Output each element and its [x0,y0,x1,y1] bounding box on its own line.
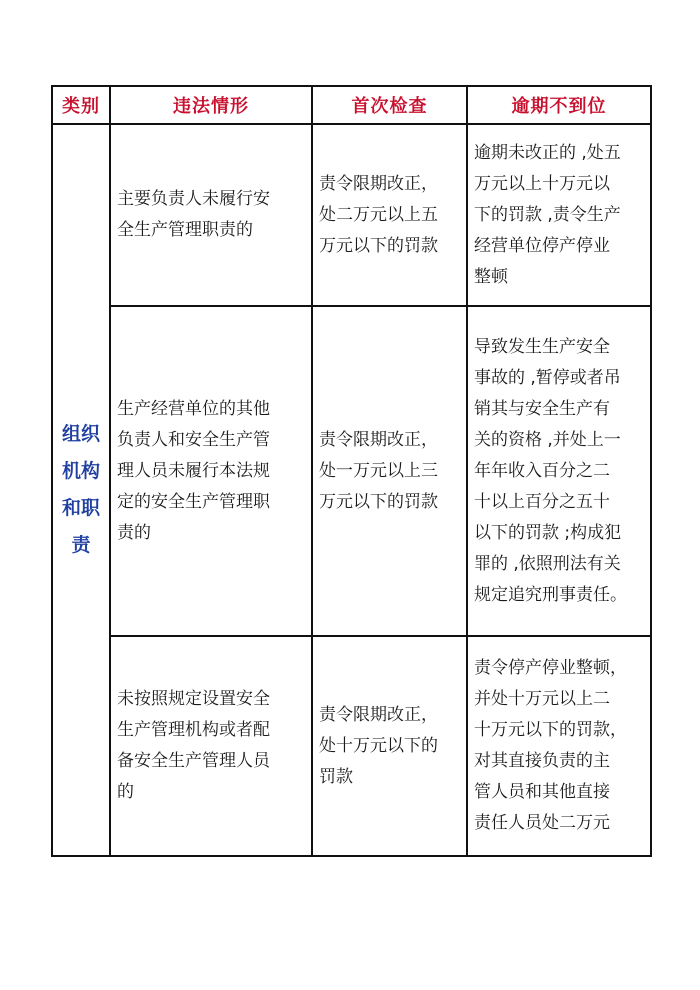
category-label: 组织 机构 和职 责 [61,423,100,556]
violation-cell [110,124,312,306]
overdue-text: 逾期未改正的 ,处五 万元以上十万元以 下的罚款 ,责令生产 经营单位停产停业 整顿 [474,142,621,287]
header-first-check: 首次检查 [312,86,467,124]
overdue-cell [467,124,651,306]
overdue-text: 导致发生生产安全 事故的 ,暂停或者吊 销其与安全生产有 关的资格 ,并处上一 年年收入百分之二 十以上百分之五十 以下的罚款 ;构成犯 罪的 ,依照刑法有关 规定追究刑事责任。 [474,336,627,605]
header-category: 类别 [52,86,110,124]
violation-text: 未按照规定设置安全 生产管理机构或者配 备安全生产管理人员 的 [117,689,270,802]
table-row [52,636,651,856]
overdue-cell [467,306,651,636]
first-check-text: 责令限期改正， 处十万元以下的 罚款 [319,704,438,787]
violation-cell [110,636,312,856]
first-check-text: 责令限期改正， 处一万元以上三 万元以下的罚款 [319,429,438,512]
penalty-table [51,85,652,857]
table-row [52,124,651,306]
first-check-text: 责令限期改正， 处二万元以上五 万元以下的罚款 [319,173,438,256]
first-check-cell [312,124,467,306]
header-overdue: 逾期不到位 [467,86,651,124]
first-check-cell [312,306,467,636]
header-violation: 违法情形 [110,86,312,124]
header-row [52,86,651,124]
violation-text: 生产经营单位的其他 负责人和安全生产管 理人员未履行本法规 定的安全生产管理职 责的 [117,398,270,543]
overdue-cell [467,636,651,856]
first-check-cell [312,636,467,856]
overdue-text: 责令停产停业整顿， 并处十万元以上二 十万元以下的罚款， 对其直接负责的主 管人员和其他直接 责任人员处二万元 [474,658,627,833]
category-cell [52,124,110,856]
violation-cell [110,306,312,636]
violation-text: 主要负责人未履行安 全生产管理职责的 [117,189,270,240]
table-row [52,306,651,636]
